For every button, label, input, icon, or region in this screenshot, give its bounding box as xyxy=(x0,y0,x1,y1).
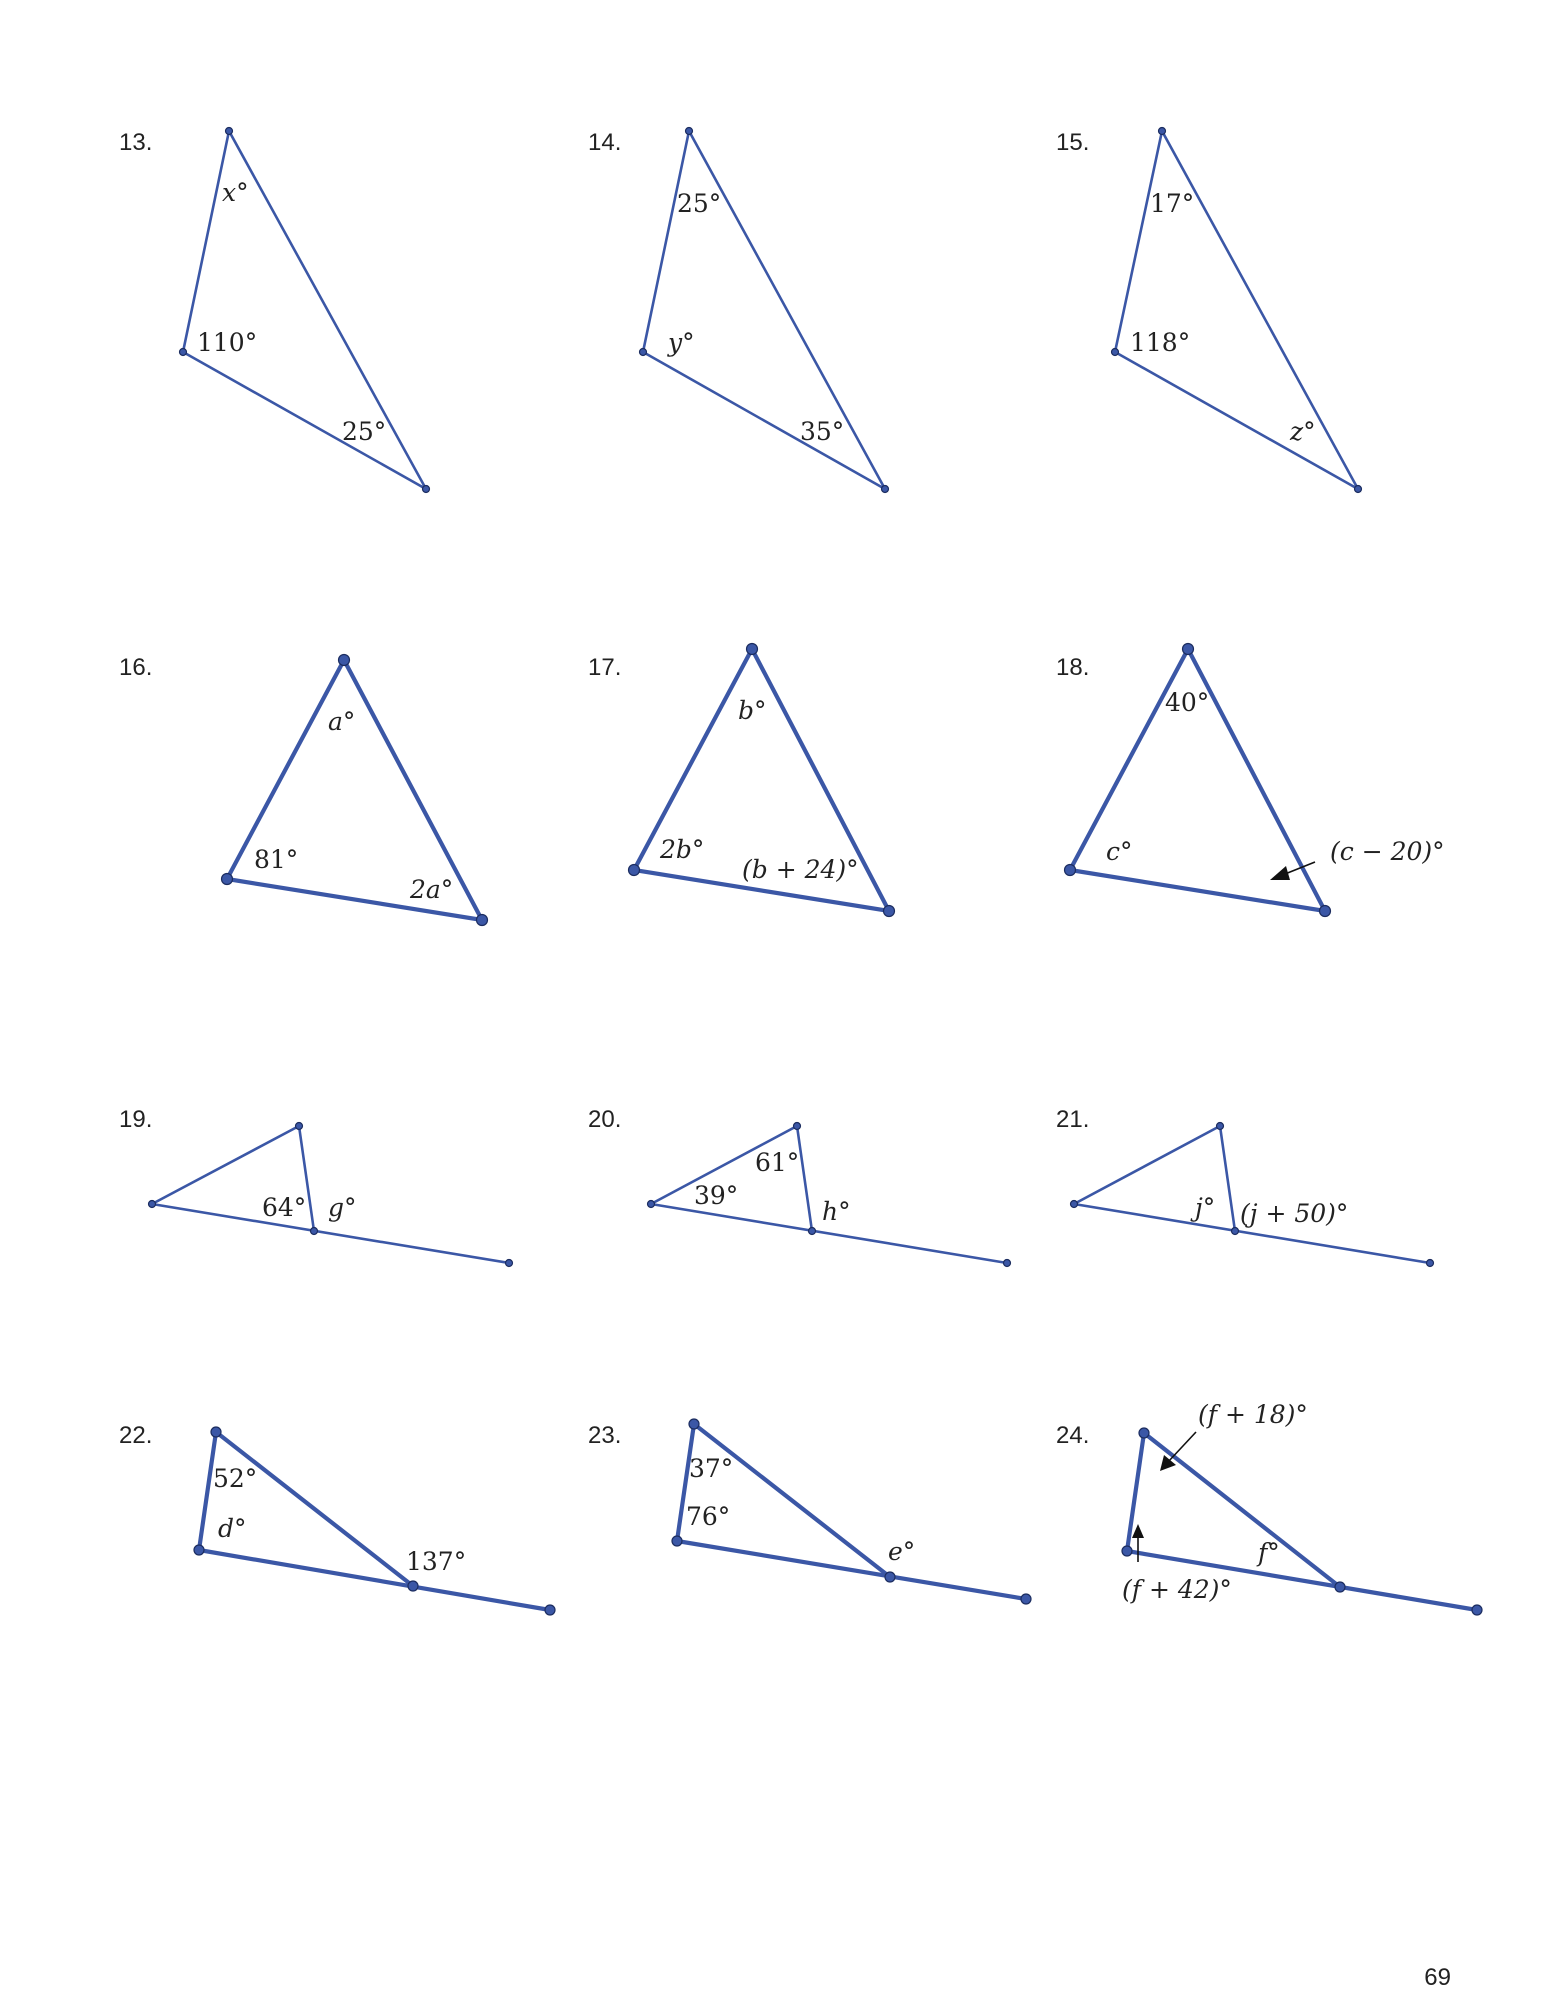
vertex-point xyxy=(1112,349,1119,356)
arrowhead-icon xyxy=(1132,1524,1144,1538)
angle-label: 35° xyxy=(800,417,845,446)
problem-number: 14. xyxy=(588,129,622,156)
angle-label: h° xyxy=(822,1197,851,1226)
problem-number: 21. xyxy=(1056,1106,1090,1133)
vertex-point xyxy=(882,486,889,493)
angle-label: 2a° xyxy=(410,875,454,904)
angle-label: (f + 42)° xyxy=(1122,1575,1232,1604)
endpoint xyxy=(1427,1260,1434,1267)
vertex-point xyxy=(408,1581,418,1591)
arrowhead-icon xyxy=(1270,866,1290,880)
angle-label: 25° xyxy=(342,417,387,446)
problem-19 xyxy=(119,1106,513,1267)
vertex-point xyxy=(477,915,488,926)
problem-number: 24. xyxy=(1056,1422,1090,1449)
angle-label: y° xyxy=(668,328,695,357)
angle-label: 52° xyxy=(213,1464,258,1493)
problem-17 xyxy=(588,644,895,917)
angle-label: z° xyxy=(1290,417,1316,446)
problem-20 xyxy=(588,1106,1011,1267)
vertex-point xyxy=(809,1228,816,1235)
problem-number: 16. xyxy=(119,654,153,681)
angle-label: 110° xyxy=(197,328,258,357)
vertex-point xyxy=(1232,1228,1239,1235)
angle-label: 61° xyxy=(755,1148,800,1177)
vertex-point xyxy=(686,128,693,135)
angle-label: d° xyxy=(218,1514,247,1543)
extended-base-line xyxy=(677,1541,1026,1599)
problem-16 xyxy=(119,654,488,926)
endpoint xyxy=(545,1605,555,1615)
problem-18 xyxy=(1056,644,1445,917)
angle-label: b° xyxy=(738,696,767,725)
vertex-point xyxy=(1355,486,1362,493)
vertex-point xyxy=(226,128,233,135)
vertex-point xyxy=(794,1123,801,1130)
angle-label: a° xyxy=(328,707,356,736)
angle-label: 17° xyxy=(1150,189,1195,218)
vertex-point xyxy=(1071,1201,1078,1208)
problem-number: 17. xyxy=(588,654,622,681)
vertex-point xyxy=(1139,1428,1149,1438)
vertex-point xyxy=(149,1201,156,1208)
problem-13 xyxy=(119,128,430,493)
triangle-sides xyxy=(651,1126,812,1231)
triangle xyxy=(643,131,885,489)
triangle xyxy=(183,131,426,489)
angle-label: e° xyxy=(888,1537,916,1566)
vertex-point xyxy=(339,655,350,666)
problem-number: 20. xyxy=(588,1106,622,1133)
angle-label: 2b° xyxy=(660,835,705,864)
problem-21 xyxy=(1056,1106,1434,1267)
vertex-point xyxy=(194,1545,204,1555)
angle-label: 76° xyxy=(686,1502,731,1531)
triangle-sides xyxy=(199,1432,413,1586)
vertex-point xyxy=(1122,1546,1132,1556)
vertex-point xyxy=(648,1201,655,1208)
vertex-point xyxy=(689,1419,699,1429)
vertex-point xyxy=(747,644,758,655)
vertex-point xyxy=(1217,1123,1224,1130)
problem-number: 19. xyxy=(119,1106,153,1133)
triangle xyxy=(1115,131,1358,489)
angle-label: (j + 50)° xyxy=(1240,1199,1349,1228)
angle-label: 39° xyxy=(694,1181,739,1210)
angle-label: 137° xyxy=(406,1547,467,1576)
problem-15 xyxy=(1056,128,1362,493)
angle-label: j° xyxy=(1195,1193,1216,1222)
angle-label: 81° xyxy=(254,845,299,874)
angle-label: 118° xyxy=(1130,328,1191,357)
angle-label: c° xyxy=(1106,837,1133,866)
pointer-arrow xyxy=(1168,1432,1196,1462)
vertex-point xyxy=(1183,644,1194,655)
vertex-point xyxy=(640,349,647,356)
angle-label: g° xyxy=(328,1193,357,1222)
problem-number: 18. xyxy=(1056,654,1090,681)
vertex-point xyxy=(885,1572,895,1582)
vertex-point xyxy=(1065,865,1076,876)
vertex-point xyxy=(629,865,640,876)
problem-22 xyxy=(119,1422,555,1615)
angle-label: (f + 18)° xyxy=(1198,1400,1308,1429)
vertex-point xyxy=(1335,1582,1345,1592)
problem-number: 22. xyxy=(119,1422,153,1449)
page-number: 69 xyxy=(1424,1964,1451,1991)
angle-label: x° xyxy=(222,178,249,207)
endpoint xyxy=(1021,1594,1031,1604)
angle-label: 64° xyxy=(262,1193,307,1222)
problem-24 xyxy=(1056,1400,1482,1615)
angle-label: f° xyxy=(1258,1538,1280,1567)
vertex-point xyxy=(222,874,233,885)
endpoint xyxy=(506,1260,513,1267)
problem-number: 15. xyxy=(1056,129,1090,156)
angle-label: 37° xyxy=(689,1454,734,1483)
vertex-point xyxy=(423,486,430,493)
vertex-point xyxy=(1320,906,1331,917)
endpoint xyxy=(1472,1605,1482,1615)
vertex-point xyxy=(672,1536,682,1546)
vertex-point xyxy=(1159,128,1166,135)
problem-number: 13. xyxy=(119,129,153,156)
vertex-point xyxy=(296,1123,303,1130)
angle-label: 40° xyxy=(1165,688,1210,717)
triangle-sides xyxy=(677,1424,890,1577)
extended-base-line xyxy=(199,1550,550,1610)
vertex-point xyxy=(180,349,187,356)
angle-label: (c − 20)° xyxy=(1330,837,1445,866)
vertex-point xyxy=(211,1427,221,1437)
angle-label: (b + 24)° xyxy=(742,855,859,884)
endpoint xyxy=(1004,1260,1011,1267)
triangle-sides xyxy=(1127,1433,1340,1587)
problem-number: 23. xyxy=(588,1422,622,1449)
vertex-point xyxy=(884,906,895,917)
problem-23 xyxy=(588,1419,1031,1604)
angle-label: 25° xyxy=(677,189,722,218)
vertex-point xyxy=(311,1228,318,1235)
problem-14 xyxy=(588,128,889,493)
